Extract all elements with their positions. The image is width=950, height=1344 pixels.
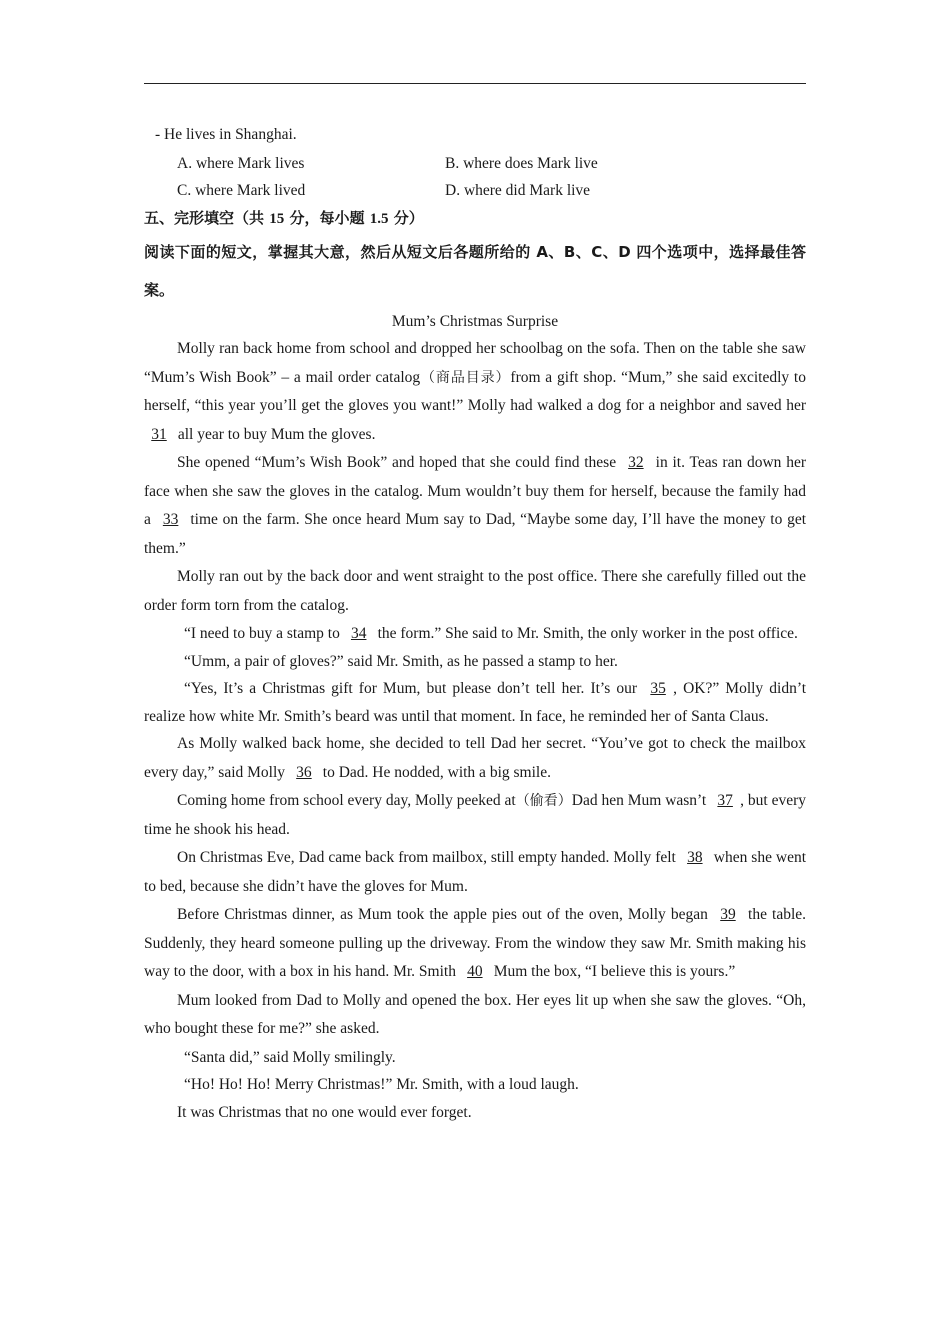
paragraph-11: Mum looked from Dad to Molly and opened the box. Her eyes lit up when she saw the gloves. “Oh, who bought these for me?” she asked.: [144, 991, 806, 1037]
header-rule: [144, 83, 806, 84]
previous-answer-line: - He lives in Shanghai.: [155, 126, 297, 143]
paragraph-14: It was Christmas that no one would ever forget.: [177, 1103, 472, 1121]
section-instruction: 阅读下面的短文，掌握其大意，然后从短文后各题所给的 A、B、C、D 四个选项中，选择最佳答案。: [144, 243, 806, 299]
options-row-2: [144, 177, 806, 204]
options-row-1: [144, 150, 806, 177]
paragraph-2: She opened “Mum’s Wish Book” and hoped that she could find these 32 in it. Teas ran down her face when she saw the gloves in the catalog. Mum wouldn’t buy them for herself, because the family had a 33 time on the farm. She once heard Mum say to Dad, “Maybe some day, I’ll have the money to get them.”: [144, 449, 806, 563]
story-title: Mum’s Christmas Surprise: [391, 313, 559, 330]
paragraph-8: Coming home from school every day, Molly peeked at（偷看）Dad hen Mum wasn’t 37 , but every time he shook his head.: [144, 787, 806, 844]
blank-32: 32: [628, 454, 644, 471]
option-a: A. where Mark lives: [177, 155, 305, 172]
paragraph-3: Molly ran out by the back door and went straight to the post office. There she carefully filled out the order form torn from the catalog.: [144, 568, 806, 614]
blank-40: 40: [467, 963, 483, 980]
option-d: D. where did Mark live: [445, 182, 591, 199]
paragraph-12: “Santa did,” said Molly smilingly.: [184, 1048, 396, 1066]
document-page: [144, 124, 806, 1127]
option-b: B. where does Mark live: [445, 155, 598, 172]
blank-36: 36: [296, 763, 312, 781]
paragraph-6: “Yes, It’s a Christmas gift for Mum, but please don’t tell her. It’s our 35 , OK?” Molly didn’t realize how white Mr. Smith’s beard was until that moment. In face, he reminded her of Santa Claus.: [144, 675, 806, 730]
blank-38: 38: [687, 849, 703, 866]
blank-31: 31: [151, 425, 167, 443]
paragraph-7: As Molly walked back home, she decided to tell Dad her secret. “You’ve got to check the mailbox every day,” said Molly 36 to Dad. He nodded, with a big smile.: [144, 730, 806, 787]
paragraph-1: Molly ran back home from school and dropped her schoolbag on the sofa. Then on the table she saw “Mum’s Wish Book” – a mail order catalog（商品目录）from a gift shop. “Mum,” she said excitedly to herself, “this year you’ll get the gloves you want!” Molly had walked a dog for a neighbor and saved her 31 all year to buy Mum the gloves.: [144, 335, 806, 449]
paragraph-5: “Umm, a pair of gloves?” said Mr. Smith, as he passed a stamp to her.: [184, 652, 618, 670]
option-c: C. where Mark lived: [177, 182, 306, 199]
section-heading: 五、完形填空（共 15 分，每小题 1.5 分）: [144, 209, 424, 227]
blank-35: 35: [650, 680, 666, 697]
paragraph-9: On Christmas Eve, Dad came back from mailbox, still empty handed. Molly felt 38 when she went to bed, because she didn’t have the gloves for Mum.: [144, 844, 806, 901]
blank-39: 39: [720, 906, 736, 923]
paragraph-4: “I need to buy a stamp to 34 the form.” She said to Mr. Smith, the only worker in the post office.: [144, 620, 806, 648]
blank-33: 33: [162, 511, 179, 528]
paragraph-10: Before Christmas dinner, as Mum took the apple pies out of the oven, Molly began 39 the table. Suddenly, they heard someone pulling up the driveway. From the window they saw Mr. Smith making his way to the door, with a box in his hand. Mr. Smith 40 Mum the box, “I believe this is yours.”: [144, 901, 806, 987]
paragraph-13: “Ho! Ho! Ho! Merry Christmas!” Mr. Smith, with a loud laugh.: [184, 1076, 579, 1093]
blank-34: 34: [350, 625, 367, 642]
blank-37: 37: [717, 792, 733, 809]
